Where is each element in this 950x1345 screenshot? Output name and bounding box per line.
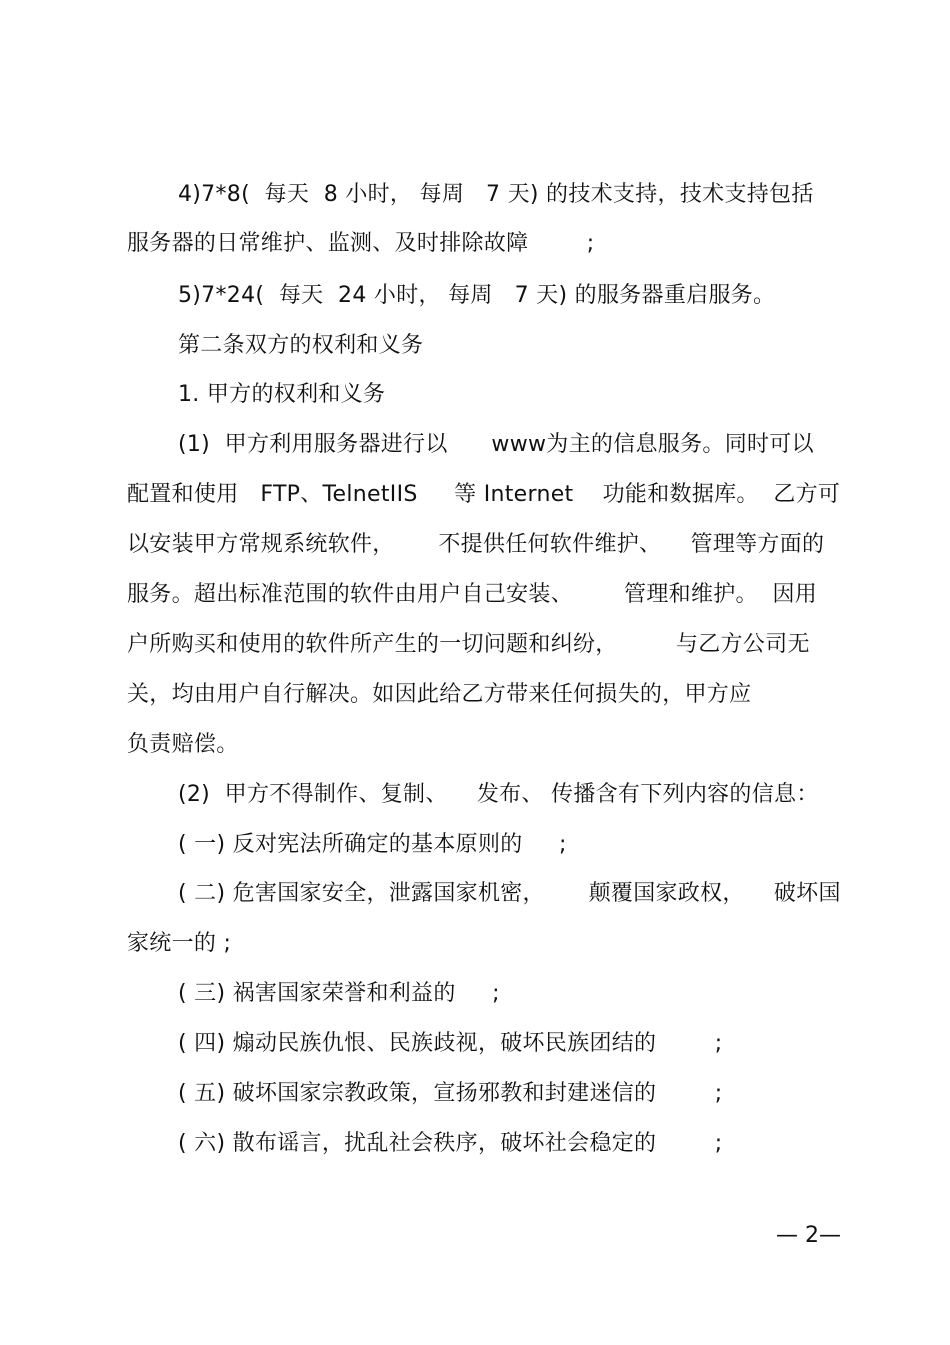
list-item: ( 六) 散布谣言，扰乱社会秩序，破坏社会稳定的 ;	[178, 1131, 723, 1156]
text-line: 关，均由用户自行解决。如因此给乙方带来任何损失的，甲方应	[127, 682, 752, 707]
list-item: ( 一) 反对宪法所确定的基本原则的 ;	[178, 832, 567, 857]
list-item: ( 三) 祸害国家荣誉和利益的 ;	[178, 981, 500, 1006]
text-line: 服务器的日常维护、监测、及时排除故障 ;	[127, 231, 595, 256]
text-line: (1) 甲方利用服务器进行以 www为主的信息服务。同时可以	[178, 432, 814, 457]
text-line: 以安装甲方常规系统软件， 不提供任何软件维护、 管理等方面的	[127, 532, 825, 557]
text-line: 负责赔偿。	[127, 732, 239, 757]
text-line: 户所购买和使用的软件所产生的一切问题和纠纷， 与乙方公司无	[127, 632, 810, 657]
text-line: 配置和使用 FTP、TelnetIIS 等 Internet 功能和数据库。 乙方可	[127, 482, 841, 507]
page-number: — 2—	[776, 1223, 841, 1248]
list-item-continuation: 家统一的 ;	[127, 931, 232, 956]
list-item: ( 五) 破坏国家宗教政策，宣扬邪教和封建迷信的 ;	[178, 1081, 723, 1106]
text-line: 5)7*24( 每天 24 小时， 每周 7 天) 的服务器重启服务。	[178, 283, 776, 308]
subsection-heading: 1. 甲方的权利和义务	[178, 382, 386, 407]
list-item: ( 四) 煽动民族仇恨、民族歧视，破坏民族团结的 ;	[178, 1031, 723, 1056]
list-item: ( 二) 危害国家安全，泄露国家机密， 颠覆国家政权， 破坏国	[178, 881, 841, 906]
text-line: 服务。超出标准范围的软件由用户自己安装、 管理和维护。 因用	[127, 582, 818, 607]
section-heading: 第二条双方的权利和义务	[178, 333, 424, 358]
text-line: 4)7*8( 每天 8 小时， 每周 7 天) 的技术支持，技术支持包括	[178, 182, 814, 207]
text-line: (2) 甲方不得制作、复制、 发布、 传播含有下列内容的信息：	[178, 782, 819, 807]
